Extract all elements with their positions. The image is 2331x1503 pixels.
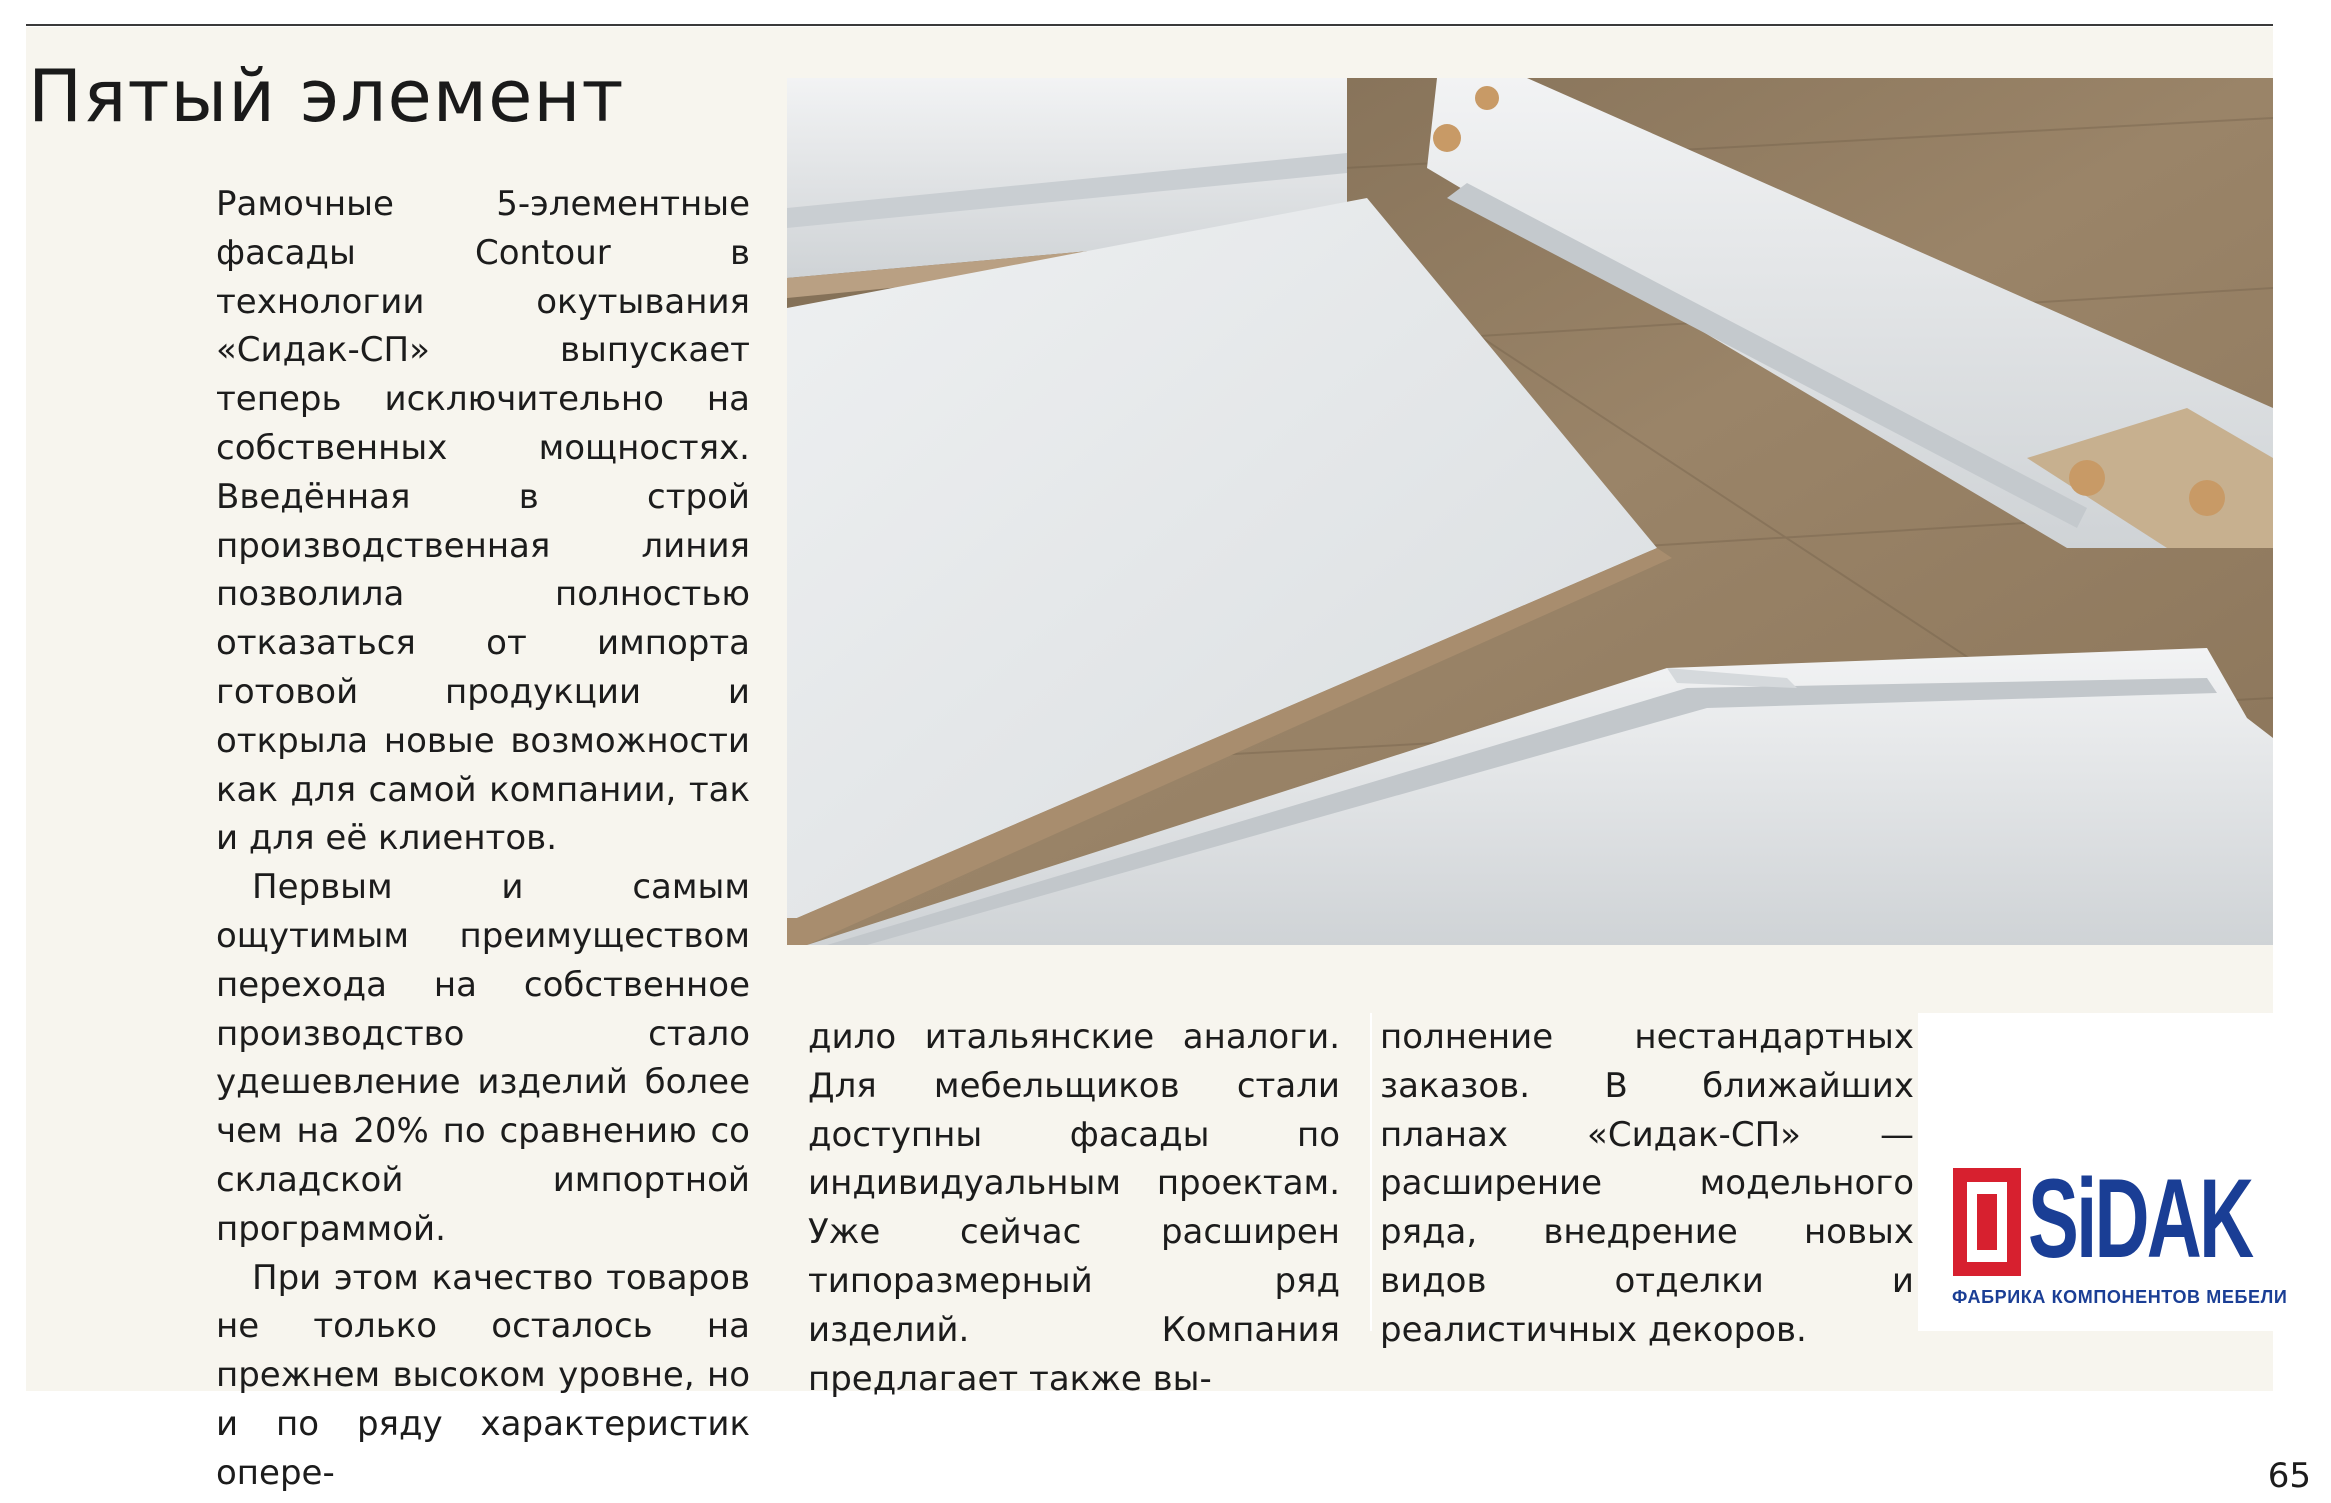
paragraph-4: дило итальянские аналоги. Для мебельщиков стали доступны фасады по индивидуальным проектам. Уже сейчас расширен типоразмерный ряд изделий. Компания предлагает также вы- xyxy=(808,1017,1340,1399)
top-rule xyxy=(26,24,2273,26)
text-column-1 xyxy=(216,180,750,1498)
page-number: 65 xyxy=(2267,1456,2311,1496)
paragraph-5: полнение нестандартных заказов. В ближайших планах «Сидак-СП» — расширение модельного ряда, внедрение новых видов отделки и реалистичных декоров. xyxy=(1380,1017,1914,1350)
paragraph-2: Первым и самым ощутимым преимуществом перехода на собственное производство стало удешевление изделий более чем на 20% по сравнению со складской импортной программой. xyxy=(216,867,750,1249)
text-column-2 xyxy=(808,1013,1340,1403)
logo-tagline: ФАБРИКА КОМПОНЕНТОВ МЕБЕЛИ xyxy=(1952,1287,2288,1307)
paragraph-3: При этом качество товаров не только осталось на прежнем высоком уровне, но и по ряду характеристик опере- xyxy=(216,1257,750,1493)
product-photo xyxy=(787,78,2273,945)
paragraph-1: Рамочные 5-элементные фасады Contour в технологии окутывания «Сидак-СП» выпускает теперь исключительно на собственных мощностях. Введённая в строй производственная линия позволила полностью отказаться от импорта готовой продукции и открыла новые возможности как для самой компании, так и для её клиентов. xyxy=(216,184,750,859)
article-title: Пятый элемент xyxy=(28,54,625,138)
logo-word: SiDAK xyxy=(2028,1156,2252,1281)
text-column-3 xyxy=(1380,1013,1914,1355)
column-divider xyxy=(1370,1013,1372,1331)
sidak-logo xyxy=(1918,1013,2288,1331)
logo-mark-icon xyxy=(1953,1168,2021,1276)
